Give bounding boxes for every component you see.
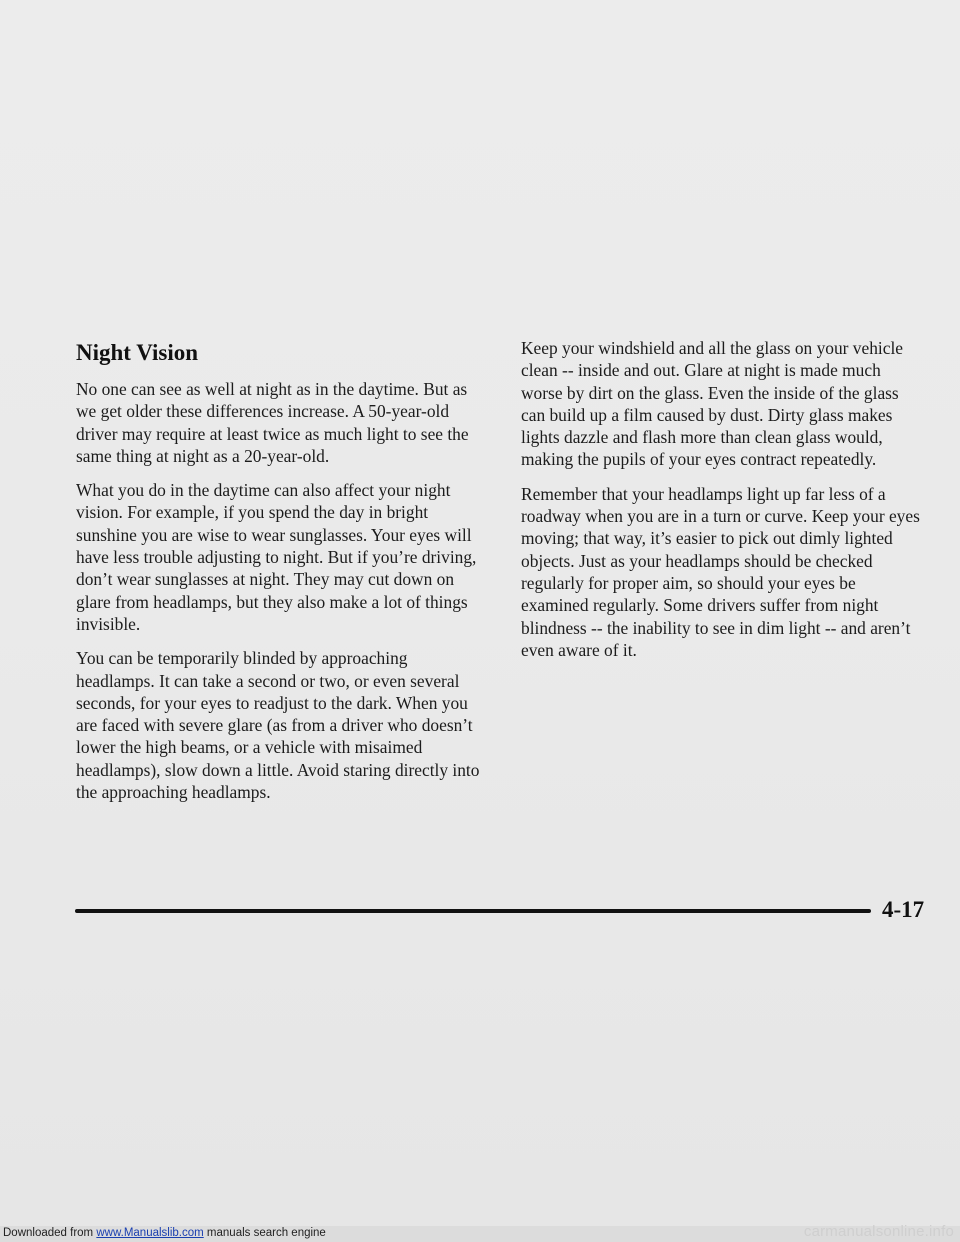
right-column xyxy=(521,337,925,673)
section-title: Night Vision xyxy=(76,340,199,365)
download-note xyxy=(3,1226,326,1241)
paragraph: Remember that your headlamps light up far less of a roadway when you are in a turn or curve. Keep your eyes moving; that way, it’s easier to pick out dimly lighted objects. Just as your headlamps should be checked regularly for proper aim, so should your eyes be examined regularly. Some drivers suffer from night blindness -- the inability to see in dim light -- and aren’t even aware of it. xyxy=(521,483,920,660)
paragraph: No one can see as well at night as in the daytime. But as we get older these differences increase. A 50-year-old driver may require at least twice as much light to see the same thing at night as a 20-year-old. xyxy=(76,379,469,466)
download-prefix: Downloaded from xyxy=(3,1227,94,1239)
page-number: 4-17 xyxy=(882,897,925,922)
paragraph: Keep your windshield and all the glass on your vehicle clean -- inside and out. Glare at night is made much worse by dirt on the glass. Even the inside of the glass can build up a film caused by dust. Dirty glass makes lights dazzle and flash more than clean glass would, making the pupils of your eyes contract repeatedly. xyxy=(521,338,904,470)
left-column xyxy=(76,338,484,815)
watermark: carmanualsonline.info xyxy=(803,1223,954,1240)
paragraph: What you do in the daytime can also affect your night vision. For example, if you spend the day in bright sunshine you are wise to wear sunglasses. Your eyes will have less trouble adjusting to night. But if you’re driving, don’t wear sunglasses at night. They may cut down on glare from headlamps, but they also make a lot of things invisible. xyxy=(76,480,477,634)
footer-rule xyxy=(75,909,871,913)
manualslib-link[interactable]: www.Manualslib.com xyxy=(96,1227,204,1239)
paragraph: You can be temporarily blinded by approaching headlamps. It can take a second or two, or even several seconds, for your eyes to readjust to the dark. When you are faced with severe glare (as from a driver who doesn’t lower the high beams, or a vehicle with misaimed headlamps), slow down a little. Avoid staring directly into the approaching headlamps. xyxy=(76,648,480,803)
download-suffix: manuals search engine xyxy=(206,1227,326,1239)
